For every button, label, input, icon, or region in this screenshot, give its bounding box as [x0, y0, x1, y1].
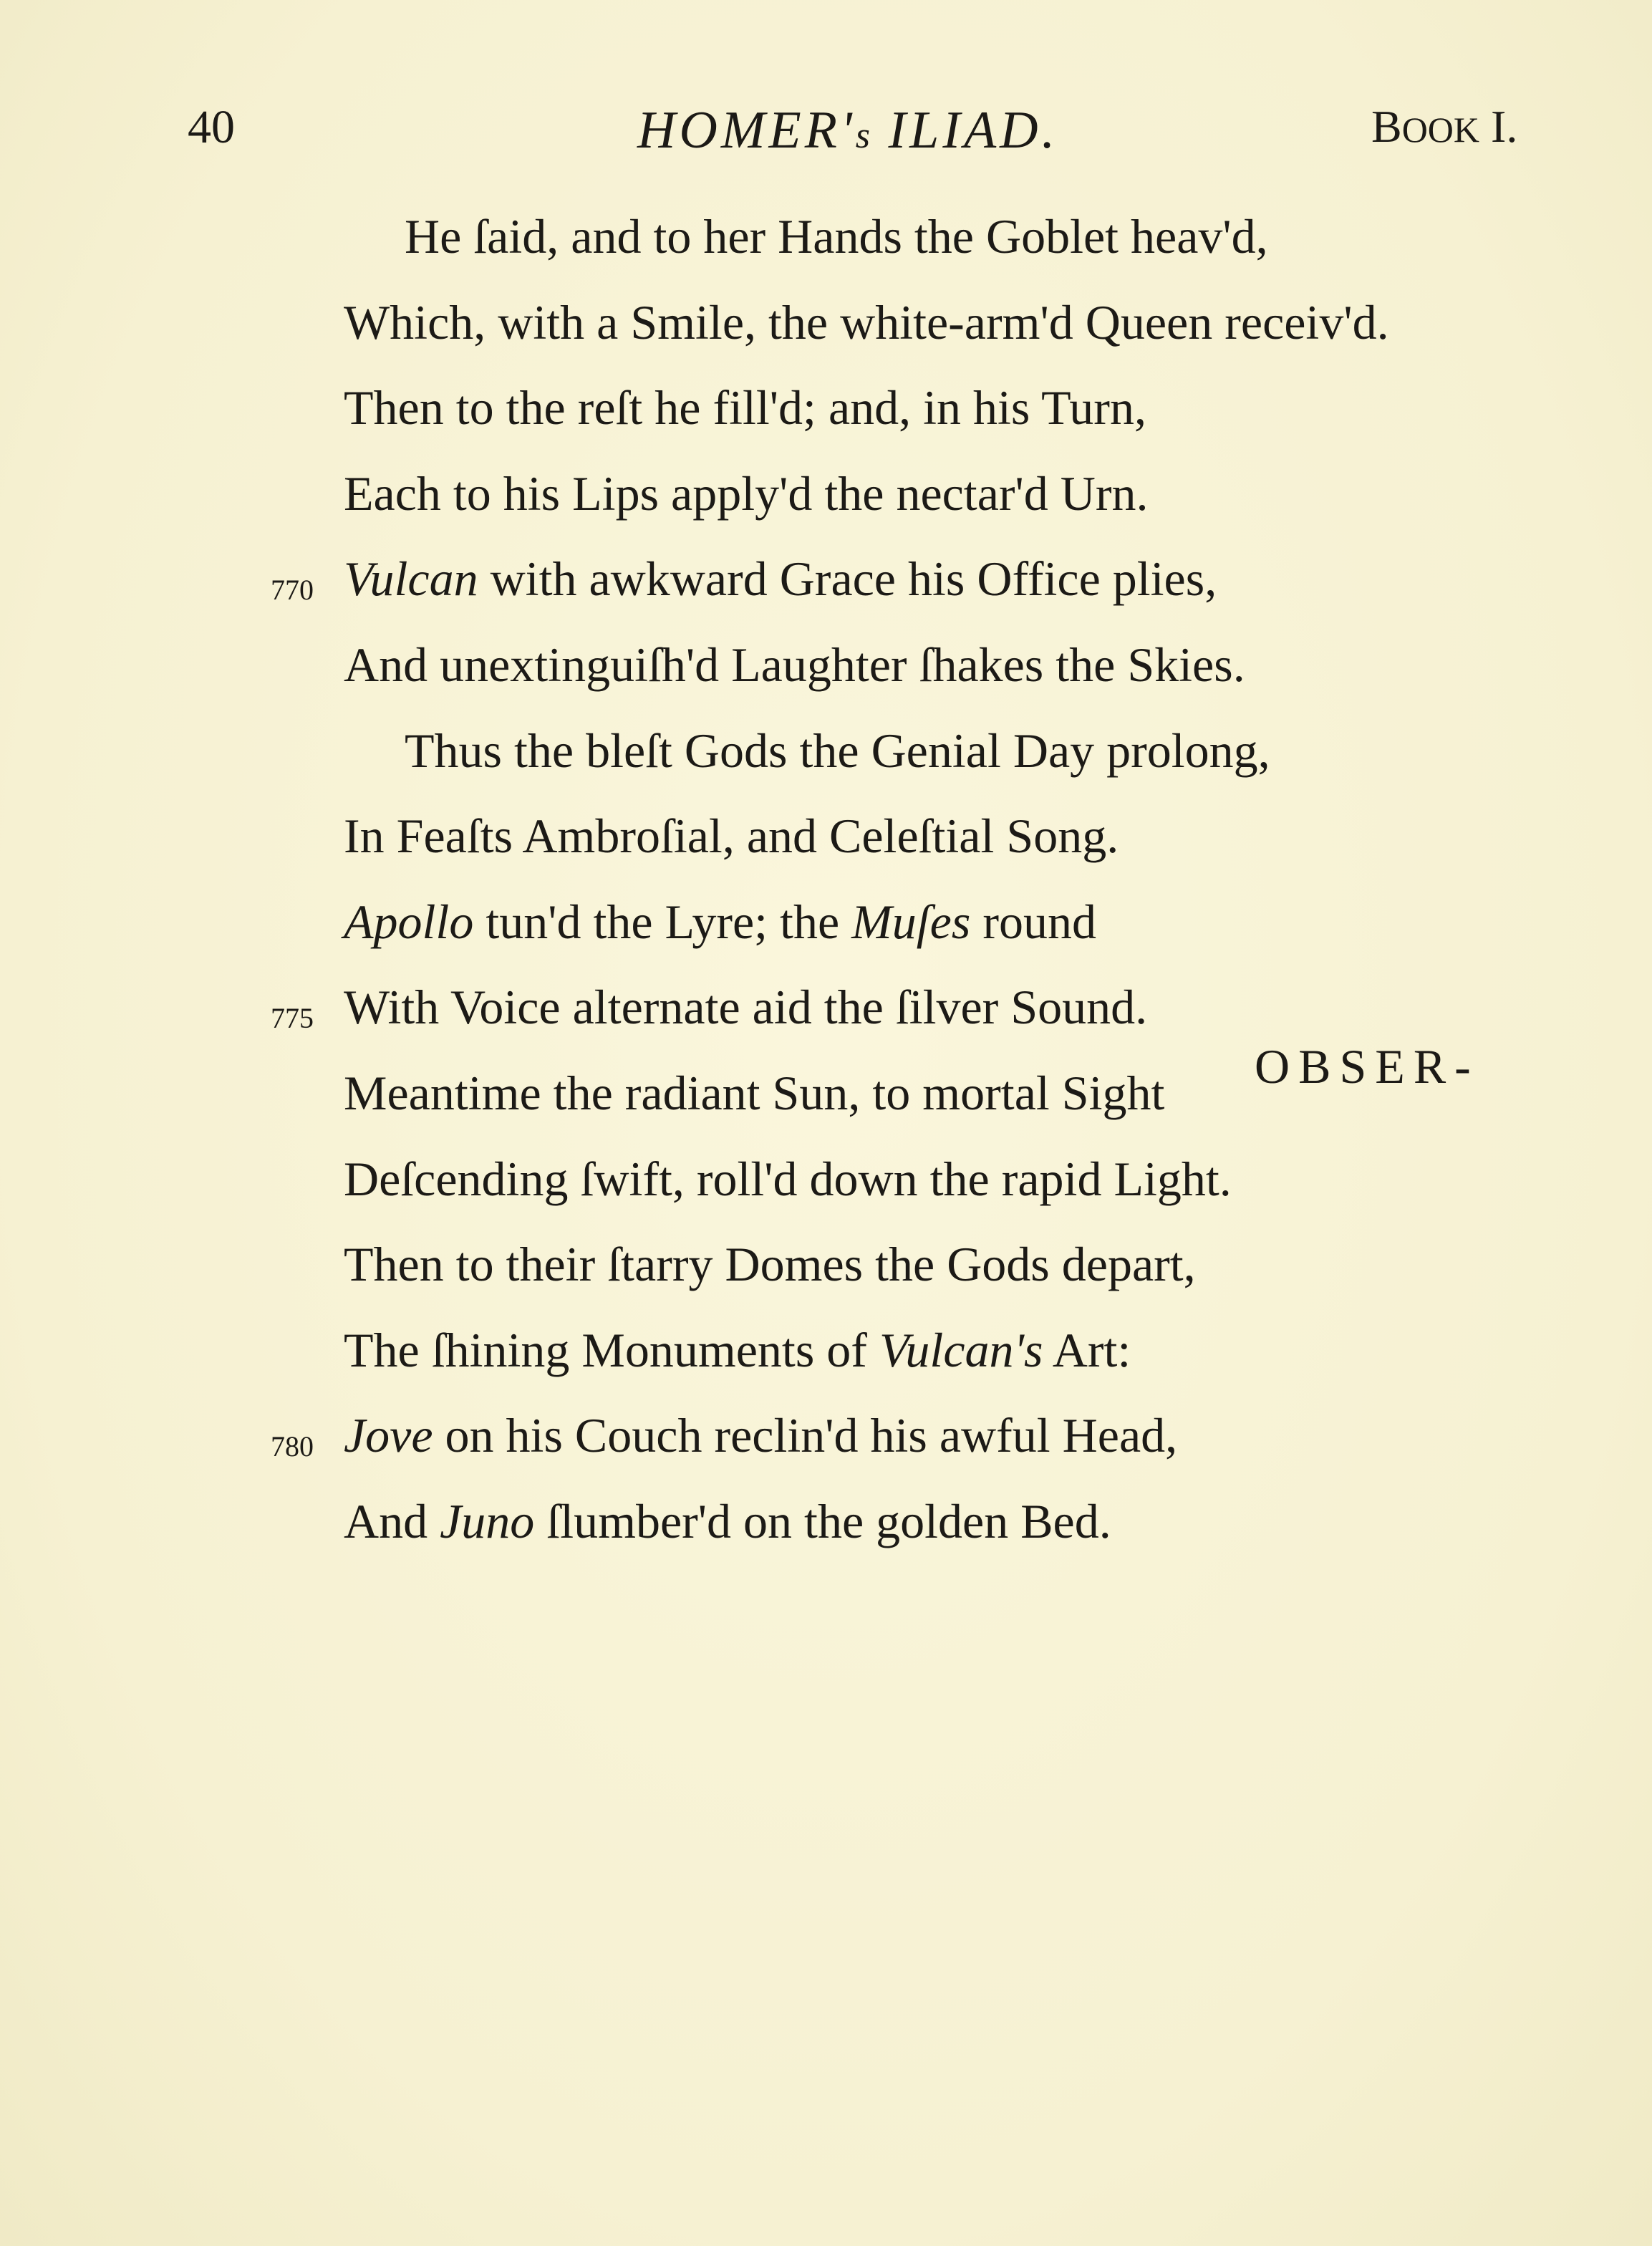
- verse-text: In Feaſts Ambroſial, and Celeſtial Song.: [344, 809, 1119, 864]
- verse-line: [0, 1493, 1652, 1579]
- running-header: [0, 100, 1652, 172]
- verse-block: [0, 208, 1652, 1579]
- line-number: 770: [271, 574, 314, 607]
- verse-line: [0, 893, 1652, 979]
- running-title: HOMER's ILIAD.: [637, 101, 1059, 160]
- verse-text: With Voice alternate aid the ſilver Sound.: [344, 980, 1148, 1035]
- page-number: 40: [188, 101, 235, 153]
- verse-line: [0, 807, 1652, 893]
- verse-line: [0, 208, 1652, 294]
- verse-text: Thus the bleſt Gods the Genial Day prolong,: [405, 723, 1270, 778]
- book-label: BOOK I.: [1371, 101, 1518, 152]
- verse-text: Each to his Lips apply'd the nectar'd Urn.: [344, 466, 1149, 521]
- verse-text: Vulcan with awkward Grace his Office plies,: [344, 551, 1217, 607]
- line-number: 775: [271, 1002, 314, 1035]
- verse-text: Deſcending ſwift, roll'd down the rapid Light.: [344, 1151, 1232, 1206]
- verse-text: He ſaid, and to her Hands the Goblet heav'd,: [405, 209, 1268, 264]
- verse-text: Meantime the radiant Sun, to mortal Sight: [344, 1065, 1165, 1120]
- verse-line: [0, 1235, 1652, 1321]
- verse-text: Then to their ſtarry Domes the Gods depart,: [344, 1237, 1196, 1292]
- catchword: OBSER-: [1255, 1039, 1479, 1094]
- verse-line: [0, 636, 1652, 722]
- verse-line: [0, 550, 1652, 636]
- verse-text: Jove on his Couch reclin'd his awful Head,: [344, 1408, 1178, 1463]
- verse-line: [0, 379, 1652, 465]
- verse-text: And Juno ſlumber'd on the golden Bed.: [344, 1493, 1111, 1548]
- verse-text: Apollo tun'd the Lyre; the Muſes round: [344, 894, 1096, 949]
- verse-line: [0, 1321, 1652, 1407]
- verse-text: Which, with a Smile, the white-arm'd Queen receiv'd.: [344, 294, 1389, 350]
- verse-line: [0, 465, 1652, 551]
- verse-line: [0, 722, 1652, 808]
- verse-text: And unextinguiſh'd Laughter ſhakes the Skies.: [344, 637, 1245, 692]
- verse-text: The ſhining Monuments of Vulcan's Art:: [344, 1322, 1131, 1377]
- verse-line: [0, 1150, 1652, 1236]
- verse-line: [0, 294, 1652, 380]
- line-number: 780: [271, 1430, 314, 1463]
- verse-text: Then to the reſt he fill'd; and, in his Turn,: [344, 380, 1146, 435]
- verse-line: [0, 1407, 1652, 1493]
